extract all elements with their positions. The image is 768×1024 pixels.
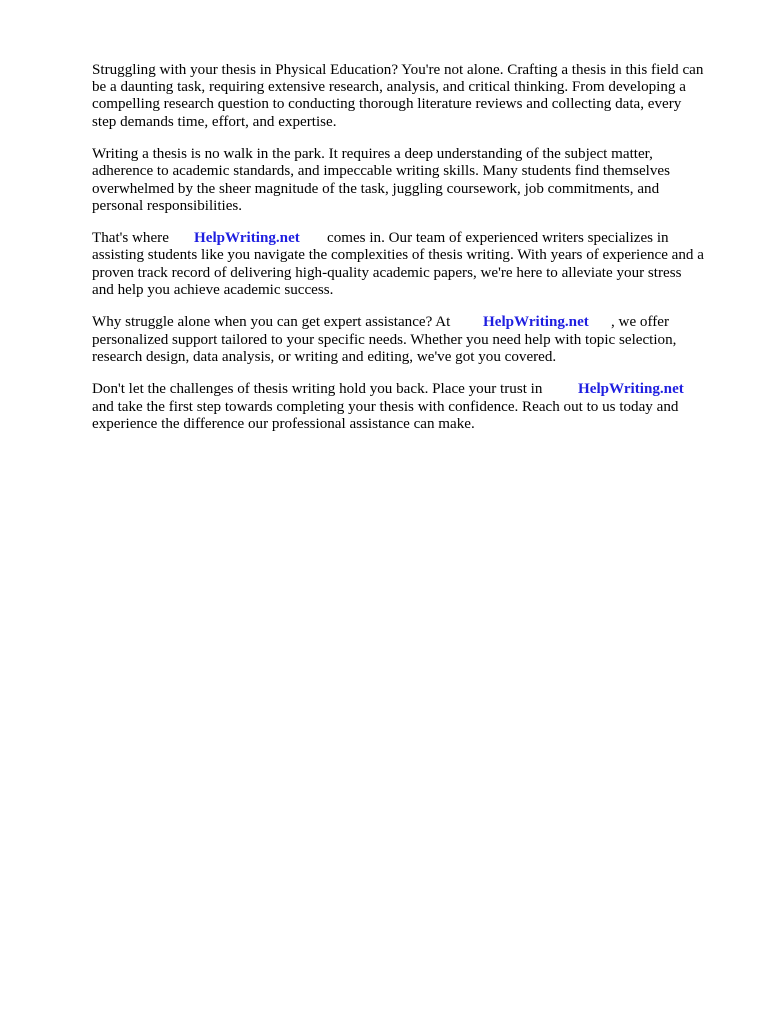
paragraph-service-intro	[92, 230, 732, 299]
text-line: personal responsibilities.	[92, 197, 243, 214]
text-line: Struggling with your thesis in Physical Education? You're not alone. Crafting a thesis in this field can	[92, 62, 704, 78]
text-line: Writing a thesis is no walk in the park. It requires a deep understanding of the subject matter,	[92, 146, 653, 163]
text-fragment: That's where	[92, 230, 169, 247]
document-body	[92, 62, 732, 448]
helpwriting-link[interactable]: HelpWriting.net	[194, 230, 300, 247]
text-line-with-link	[92, 381, 732, 398]
text-fragment: comes in. Our team of experienced writers specializes in	[327, 230, 669, 247]
text-line: research design, data analysis, or writing and editing, we've got you covered.	[92, 348, 557, 365]
text-fragment: Why struggle alone when you can get expert assistance? At	[92, 314, 451, 331]
text-line-with-link	[92, 230, 732, 247]
text-line: adherence to academic standards, and impeccable writing skills. Many students find themselves	[92, 163, 670, 180]
text-line: assisting students like you navigate the complexities of thesis writing. With years of experience and a	[92, 247, 704, 264]
text-fragment: , we offer	[611, 314, 669, 331]
text-line: be a daunting task, requiring extensive research, analysis, and critical thinking. From developing a	[92, 79, 686, 96]
helpwriting-link[interactable]: HelpWriting.net	[483, 314, 589, 331]
text-line: step demands time, effort, and expertise.	[92, 113, 337, 130]
text-line: compelling research question to conducting thorough literature reviews and collecting data, every	[92, 96, 682, 113]
text-fragment: Don't let the challenges of thesis writing hold you back. Place your trust in	[92, 381, 543, 398]
paragraph-call-to-action	[92, 381, 732, 433]
text-line: and help you achieve academic success.	[92, 281, 334, 298]
text-line: proven track record of delivering high-quality academic papers, we're here to alleviate your stress	[92, 264, 682, 281]
paragraph-intro	[92, 62, 732, 131]
helpwriting-link[interactable]: HelpWriting.net	[578, 381, 684, 398]
text-line-with-link	[92, 314, 732, 331]
paragraph-expert-assistance	[92, 314, 732, 366]
text-line: and take the first step towards completing your thesis with confidence. Reach out to us today and	[92, 398, 679, 415]
text-line: experience the difference our professional assistance can make.	[92, 415, 475, 432]
text-line: personalized support tailored to your specific needs. Whether you need help with topic selection,	[92, 331, 677, 348]
paragraph-challenges	[92, 146, 732, 215]
text-line: overwhelmed by the sheer magnitude of the task, juggling coursework, job commitments, and	[92, 180, 660, 197]
